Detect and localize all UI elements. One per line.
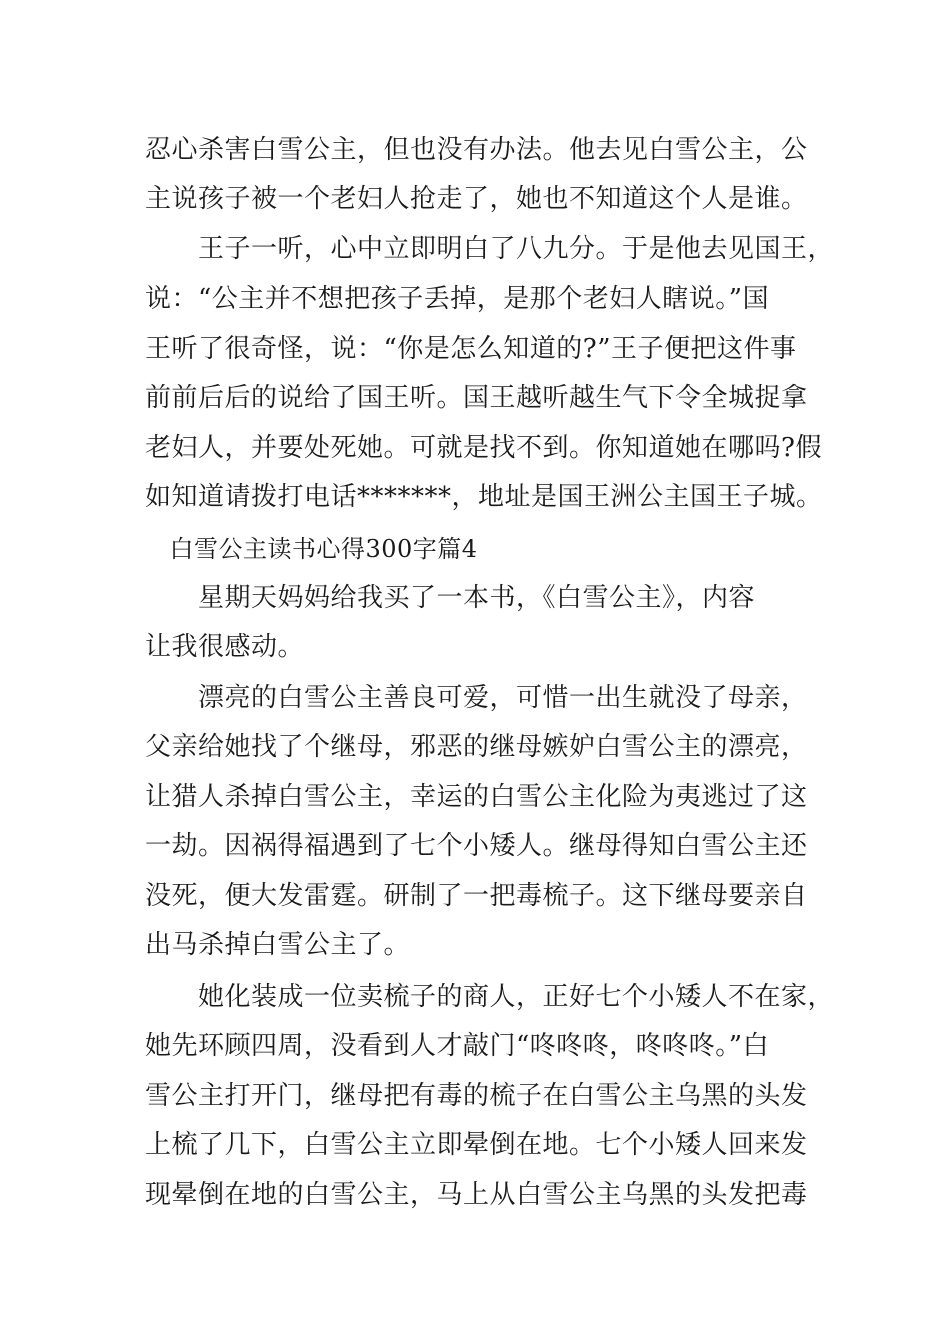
text-line: 王子一听，心中立即明白了八九分。于是他去见国王， [145, 234, 835, 264]
text-line: 上梳了几下，白雪公主立即晕倒在地。七个小矮人回来发 [145, 1130, 808, 1160]
text-line: 一劫。因祸得福遇到了七个小矮人。继母得知白雪公主还 [145, 831, 808, 861]
text-line: 王听了很奇怪，说：“你是怎么知道的?”王子便把这件事 [145, 334, 797, 364]
text-line: 她化装成一位卖梳子的商人，正好七个小矮人不在家， [145, 982, 835, 1012]
text-line: 让我很感动。 [145, 632, 305, 662]
text-line: 说：“公主并不想把孩子丢掉，是那个老妇人瞎说。”国 [145, 284, 770, 314]
text-line: 漂亮的白雪公主善良可爱，可惜一出生就没了母亲， [145, 683, 808, 713]
text-line: 星期天妈妈给我买了一本书，《白雪公主》，内容 [145, 583, 756, 613]
text-line: 忍心杀害白雪公主，但也没有办法。他去见白雪公主，公 [145, 135, 808, 165]
text-line: 出马杀掉白雪公主了。 [145, 930, 411, 960]
section-heading: 白雪公主读书心得300字篇4 [145, 535, 478, 563]
text-line: 没死，便大发雷霆。研制了一把毒梳子。这下继母要亲自 [145, 881, 808, 911]
text-line: 主说孩子被一个老妇人抢走了，她也不知道这个人是谁。 [145, 184, 808, 214]
text-line: 现晕倒在地的白雪公主，马上从白雪公主乌黑的头发把毒 [145, 1180, 808, 1210]
text-line: 雪公主打开门，继母把有毒的梳子在白雪公主乌黑的头发 [145, 1081, 808, 1111]
text-line: 老妇人，并要处死她。可就是找不到。你知道她在哪吗?假 [145, 433, 822, 463]
text-line: 父亲给她找了个继母，邪恶的继母嫉妒白雪公主的漂亮， [145, 732, 808, 762]
text-line: 她先环顾四周，没看到人才敲门“咚咚咚，咚咚咚。”白 [145, 1031, 770, 1061]
text-line: 如知道请拨打电话*******，地址是国王洲公主国王子城。 [145, 482, 823, 512]
text-line: 让猎人杀掉白雪公主，幸运的白雪公主化险为夷逃过了这 [145, 782, 808, 812]
text-line: 前前后后的说给了国王听。国王越听越生气下令全城捉拿 [145, 383, 808, 413]
